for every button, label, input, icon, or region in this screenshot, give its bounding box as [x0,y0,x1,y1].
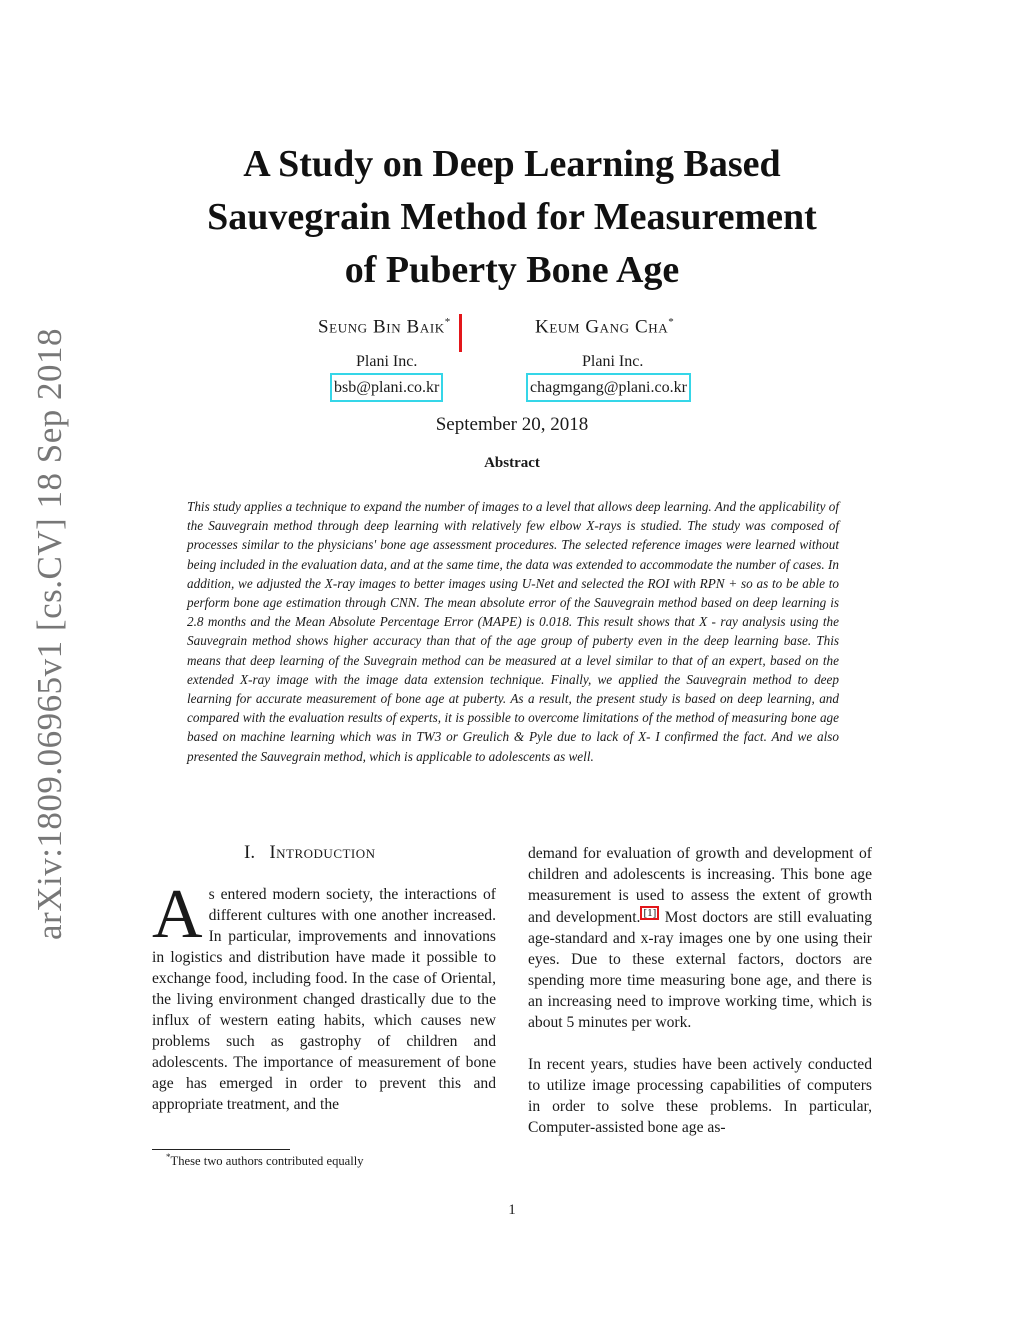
author-2-affiliation: Plani Inc. [582,353,644,370]
author-2-mark: * [668,316,675,328]
title-line-1: A Study on Deep Learning Based [243,143,781,185]
author-1-affiliation: Plani Inc. [356,353,418,370]
paper-title [120,138,904,297]
author-1-email-link[interactable]: bsb@plani.co.kr [330,373,443,402]
intro-paragraph-3: In recent years, studies have been actively conducted to utilize image processing capabilities of computers in order to solve these problems. In particular, Computer-assisted bone age as- [528,1056,872,1137]
footnote-rule [152,1149,290,1150]
author-1-mark: * [444,316,451,328]
drop-cap: A [152,876,203,953]
title-line-2: Sauvegrain Method for Measurement [207,196,817,238]
intro-right-column [528,843,872,1159]
abstract-heading: Abstract [484,455,540,471]
author-2-name: Keum Gang Cha* [535,316,675,338]
footnote-mark: * [166,1152,171,1162]
arxiv-watermark: arXiv:1809.06965v1 [cs.CV] 18 Sep 2018 [30,327,69,940]
section-heading [244,842,376,864]
intro-paragraph-1: s entered modern society, the interactions of different cultures with one another increased. In particular, improvements and innovations in logistics and distribution have made it possible to exchange food, including food. In the case of Oriental, the living environment changed drastically due to the influx of western eating habits, which causes new problems such as gastrophy of children and adolescents. The importance of measurement of bone age has emerged in order to prevent this and appropriate treatment, and the [152,886,496,1113]
footnote [166,1152,364,1169]
title-line-3: of Puberty Bone Age [344,249,680,291]
page-number: 1 [508,1202,516,1218]
publication-date: September 20, 2018 [435,414,589,435]
footnote-text: These two authors contributed equally [170,1154,364,1169]
intro-paragraph-2: demand for evaluation of growth and development of children and adolescents is increasing. This bone age measurement is used to assess the extent of growth and development. [1] Most doctors are still evaluating age-standard and x-ray images one by one using their eyes. Due to these external factors, doctors are spending more time measuring bone age, and there is an increasing need to improve working time, which is about 5 minutes per work. [528,845,872,1032]
citation-link[interactable]: [1] [640,906,659,920]
author-2-email-link[interactable]: chagmgang@plani.co.kr [526,373,691,402]
author-1-name: Seung Bin Baik* [318,316,451,338]
section-title: Introduction [269,842,376,863]
intro-left-column [152,876,496,1115]
abstract-body: This study applies a technique to expand the number of images to a level that allows deep learning. And the applicability of the Sauvegrain method through deep learning with relatively few elbow X-rays is studied. The study was composed of processes similar to the physicians' bone age assessment procedures. The selected reference images were learned without being included in the evaluation data, and at the same time, the data was extended to accommodate the number of cases. In addition, we adjusted the X-ray images to better images using U-Net and selected the ROI with RPN + so as to be able to perform bone age estimation through CNN. The mean absolute error of the Sauvegrain method based on deep learning is 2.8 months and the Mean Absolute Percentage Error (MAPE) is 0.018. This result shows that X - ray analysis using the Sauvegrain method shows higher accuracy than that of the age group of puberty even in the deep learning base. This means that deep learning of the Suvegrain method can be measured at a level similar to that of an expert, based on the extended X-ray image with the image data extension technique. Finally, we applied the Sauvegrain method to deep learning for accurate measurement of bone age at puberty. As a result, the present study is based on deep learning, and compared with the evaluation results of experts, it is possible to overcome limitations of the method of measuring bone age based on machine learning which was in TW3 or Greulich & Pyle due to lack of X- I confirmed the fact. And we also presented the Sauvegrain method, which is applicable to adolescents as well. [187,499,839,764]
cursor-marker [459,314,462,352]
section-number: I. [244,842,256,863]
